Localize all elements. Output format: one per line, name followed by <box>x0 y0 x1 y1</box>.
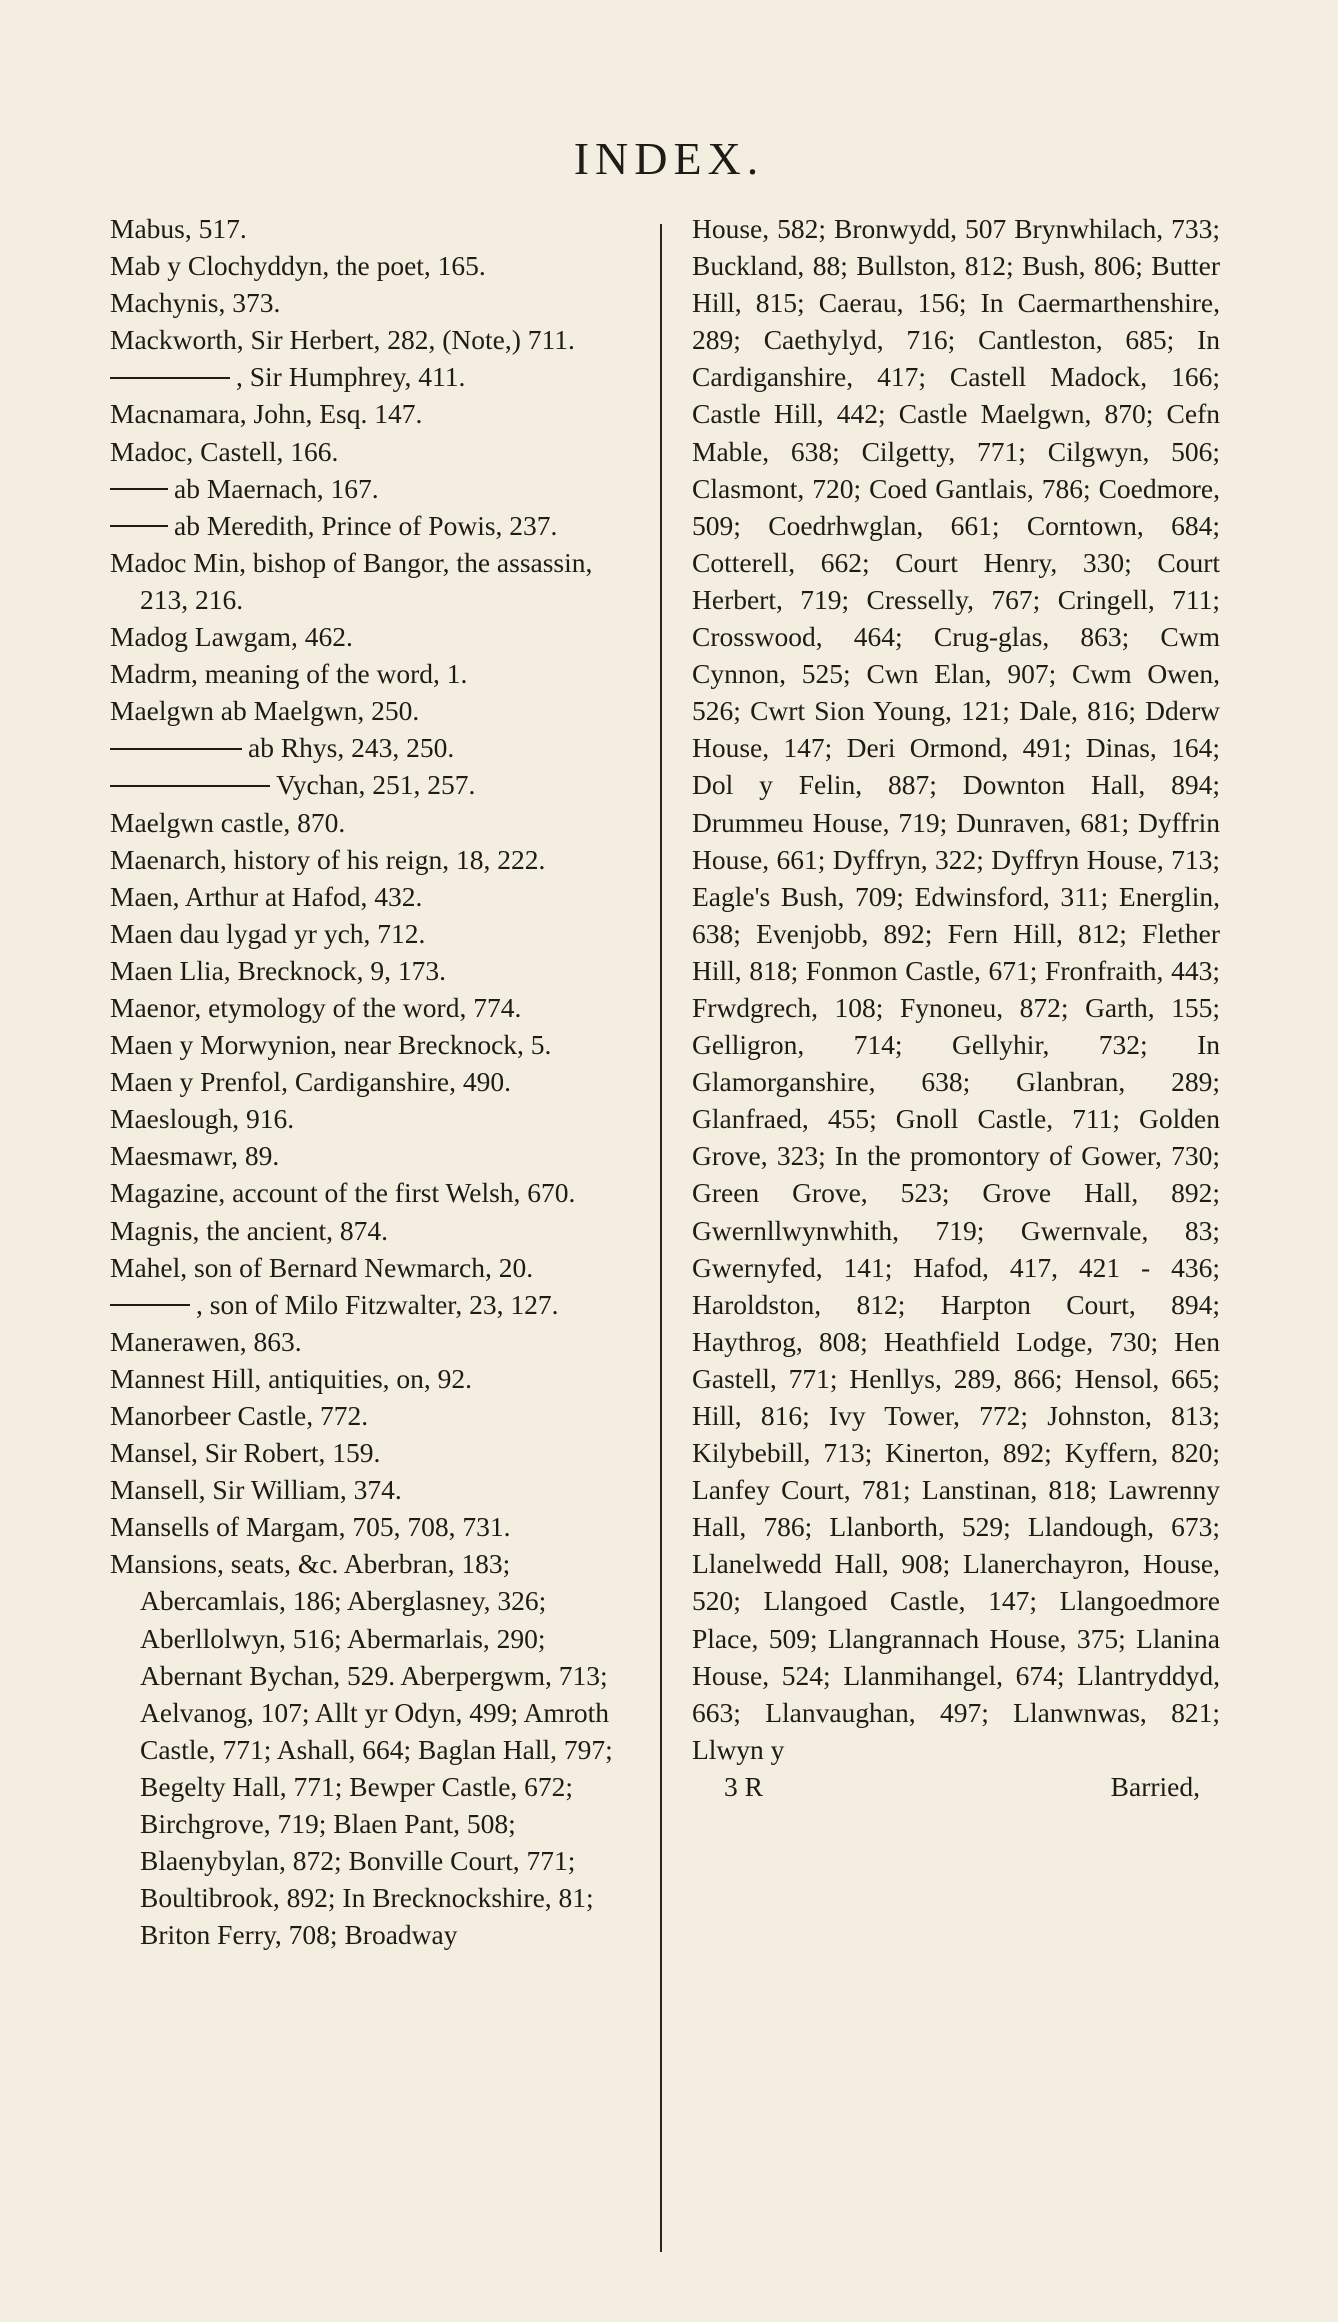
index-entry-text: Maen y Prenfol, Cardiganshire, 490. <box>110 1066 511 1098</box>
index-entry <box>110 1545 630 1953</box>
index-entry-text: Madog Lawgam, 462. <box>110 621 353 653</box>
index-entry-text: Magnis, the ancient, 874. <box>110 1214 388 1246</box>
index-entry <box>110 878 630 915</box>
index-entry-text: Maen dau lygad yr ych, 712. <box>110 917 426 949</box>
index-entry <box>110 433 630 470</box>
page-title: INDEX. <box>573 133 765 184</box>
index-entry-text: Maenor, etymology of the word, 774. <box>110 991 522 1023</box>
index-entry-text: Mansions, seats, &c. Aberbran, 183; Abercamlais, 186; Aberglasney, 326; Aberllolwyn, 516; Abermarlais, 290; Abernant Bychan, 529. Aberpergwm, 713; Aelvanog, 107; Allt yr Odyn, 499; Amroth Castle, 771; Ashall, 664; Baglan Hall, 797; Begelty Hall, 771; Bewper Castle, 672; Birchgrove, 719; Blaen Pant, 508; Blaenybylan, 872; Bonville Court, 771; Boultibrook, 892; In Brecknockshire, 81; Briton Ferry, 708; Broadway <box>110 1548 613 1951</box>
index-entry <box>110 841 630 878</box>
ditto-dash <box>110 785 270 787</box>
index-entry <box>110 1508 630 1545</box>
ditto-dash <box>110 525 168 527</box>
index-entry-text: Mahel, son of Bernard Newmarch, 20. <box>110 1251 534 1283</box>
index-entry-text: Maen Llia, Brecknock, 9, 173. <box>110 954 447 986</box>
index-entry-text: Mackworth, Sir Herbert, 282, (Note,) 711. <box>110 324 575 356</box>
index-entry <box>110 247 630 284</box>
index-entry-text: , son of Milo Fitzwalter, 23, 127. <box>196 1288 559 1320</box>
index-entry <box>110 1137 630 1174</box>
index-entry <box>110 915 630 952</box>
index-entry-text: Mabus, 517. <box>110 213 247 244</box>
index-entry-text: Maeslough, 916. <box>110 1103 295 1135</box>
ditto-dash <box>110 748 242 750</box>
index-entry-text: Machynis, 373. <box>110 287 281 319</box>
ditto-dash <box>110 488 168 490</box>
index-entry <box>110 618 630 655</box>
index-entry <box>110 358 630 395</box>
index-entry <box>110 692 630 729</box>
index-entry <box>110 1323 630 1360</box>
index-entry-text: Mansel, Sir Robert, 159. <box>110 1437 381 1469</box>
index-entry-text: Maen, Arthur at Hafod, 432. <box>110 880 423 912</box>
index-entry-text: Madoc, Castell, 166. <box>110 435 339 467</box>
index-entry <box>110 507 630 544</box>
index-entry-text: Madoc Min, bishop of Bangor, the assassin, 213, 216. <box>110 546 593 615</box>
left-index-column <box>110 210 630 1953</box>
index-entry <box>110 655 630 692</box>
index-entry-text: , Sir Humphrey, 411. <box>236 361 466 393</box>
catchword: Barried, <box>1110 1770 1200 1802</box>
index-entry-text: Maelgwn ab Maelgwn, 250. <box>110 695 420 727</box>
index-entry <box>110 1100 630 1137</box>
index-entry <box>110 544 630 618</box>
ditto-dash <box>110 1304 190 1306</box>
index-entry <box>110 1249 630 1286</box>
index-entry <box>110 1434 630 1471</box>
index-entry-text: Mab y Clochyddyn, the poet, 165. <box>110 250 486 282</box>
index-entry <box>110 1471 630 1508</box>
index-entry <box>110 470 630 507</box>
index-entry <box>110 729 630 766</box>
page-footer <box>692 1768 1220 1805</box>
index-entry <box>110 1286 630 1323</box>
index-entry <box>110 1360 630 1397</box>
mansions-continued-text: House, 582; Bronwydd, 507 Brynwhilach, 733; Buckland, 88; Bullston, 812; Bush, 806; Butter Hill, 815; Caerau, 156; In Caermarthenshire, 289; Caethylyd, 716; Cantleston, 685; In Cardiganshire, 417; Castell Madock, 166; Castle Hill, 442; Castle Maelgwn, 870; Cefn Mable, 638; Cilgetty, 771; Cilgwyn, 506; Clasmont, 720; Coed Gantlais, 786; Coedmore, 509; Coedrhwglan, 661; Corntown, 684; Cotterell, 662; Court Henry, 330; Court Herbert, 719; Cresselly, 767; Cringell, 711; Crosswood, 464; Crug-glas, 863; Cwm Cynnon, 525; Cwn Elan, 907; Cwm Owen, 526; Cwrt Sion Young, 121; Dale, 816; Dderw House, 147; Deri Ormond, 491; Dinas, 164; Dol y Felin, 887; Downton Hall, 894; Drummeu House, 719; Dunraven, 681; Dyffrin House, 661; Dyffryn, 322; Dyffryn House, 713; Eagle's Bush, 709; Edwinsford, 311; Energlin, 638; Evenjobb, 892; Fern Hill, 812; Flether Hill, 818; Fonmon Castle, 671; Fronfraith, 443; Frwdgrech, 108; Fynoneu, 872; Garth, 155; Gelligron, 714; Gellyhir, 732; In Glamorganshire, 638; Glanbran, 289; Glanfraed, 455; Gnoll Castle, 711; Golden Grove, 323; In the promontory of Gower, 730; Green Grove, 523; Grove Hall, 892; Gwernllwynwhith, 719; Gwernvale, 83; Gwernyfed, 141; Hafod, 417, 421 - 436; Haroldston, 812; Harpton Court, 894; Haythrog, 808; Heathfield Lodge, 730; Hen Gastell, 771; Henllys, 289, 866; Hensol, 665; Hill, 816; Ivy Tower, 772; Johnston, 813; Kilybebill, 713; Kinerton, 892; Kyffern, 820; Lanfey Court, 781; Lanstinan, 818; Lawrenny Hall, 786; Llanborth, 529; Llandough, 673; Llanelwedd Hall, 908; Llanerchayron, House, 520; Llangoed Castle, 147; Llangoedmore Place, 509; Llangrannach House, 375; Llanina House, 524; Llanmihangel, 674; Llantryddyd, 663; Llanvaughan, 497; Llanwnwas, 821; Llwyn y <box>692 213 1220 1765</box>
index-entry-text: Macnamara, John, Esq. 147. <box>110 398 423 430</box>
index-entry <box>110 1026 630 1063</box>
index-entry <box>110 1174 630 1211</box>
index-entry-text: Mannest Hill, antiquities, on, 92. <box>110 1362 473 1394</box>
index-entry-text: Maenarch, history of his reign, 18, 222. <box>110 843 546 875</box>
index-entry-text: ab Maernach, 167. <box>174 472 379 504</box>
index-entry-text: Manerawen, 863. <box>110 1325 302 1357</box>
index-entry-text: Maelgwn castle, 870. <box>110 806 346 838</box>
right-index-column <box>692 210 1220 1805</box>
index-entry-text: Mansell, Sir William, 374. <box>110 1474 402 1506</box>
signature-mark: 3 R <box>724 1770 763 1802</box>
index-entry <box>110 766 630 803</box>
index-entry-text: Madrm, meaning of the word, 1. <box>110 658 468 690</box>
index-entry-text: ab Rhys, 243, 250. <box>248 732 455 764</box>
index-entry-text: Vychan, 251, 257. <box>276 769 476 801</box>
index-entry-text: Mansells of Margam, 705, 708, 731. <box>110 1511 511 1543</box>
index-entry <box>110 1212 630 1249</box>
index-entry <box>110 321 630 358</box>
index-entry <box>110 395 630 432</box>
index-entry-text: Maesmawr, 89. <box>110 1140 280 1172</box>
index-entry <box>110 989 630 1026</box>
index-entry <box>110 1397 630 1434</box>
index-entry <box>110 804 630 841</box>
index-entry <box>110 284 630 321</box>
ditto-dash <box>110 377 230 379</box>
index-entry-text: Maen y Morwynion, near Brecknock, 5. <box>110 1029 552 1061</box>
index-entry <box>110 952 630 989</box>
index-entry-text: Magazine, account of the first Welsh, 670. <box>110 1177 576 1209</box>
index-entry-text: ab Meredith, Prince of Powis, 237. <box>174 509 558 541</box>
column-divider <box>660 224 662 2252</box>
index-entry-text: Manorbeer Castle, 772. <box>110 1400 369 1431</box>
index-entry <box>110 210 630 247</box>
index-entry <box>110 1063 630 1100</box>
